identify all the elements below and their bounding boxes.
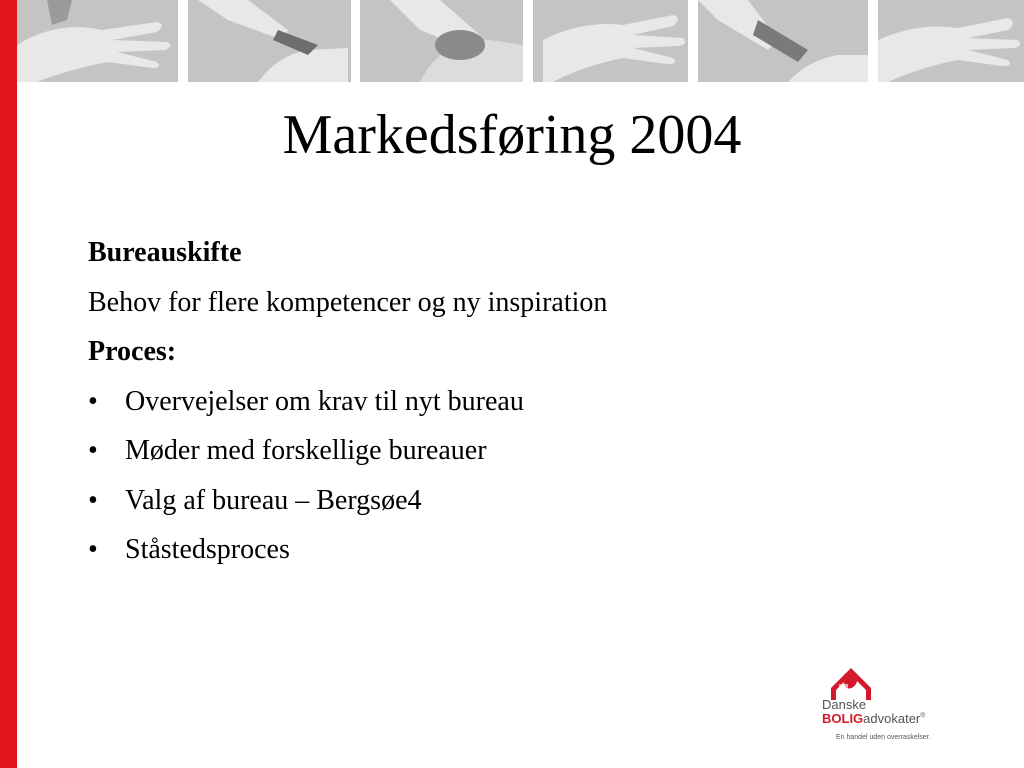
bullet-item xyxy=(88,426,968,476)
body-line xyxy=(88,278,968,328)
bullet-item xyxy=(88,525,968,575)
hands-photo-2 xyxy=(188,0,351,82)
logo-advokater: advokater xyxy=(863,711,921,726)
line-text: Møder med forskellige bureauer xyxy=(125,435,487,466)
bullet-marker: • xyxy=(88,385,98,417)
bullet-marker: • xyxy=(88,435,98,466)
hands-photo-1 xyxy=(17,0,178,82)
hands-photo-4 xyxy=(533,0,688,82)
bullet-item xyxy=(88,476,968,526)
line-text: Ståstedsproces xyxy=(125,534,290,565)
bullet-marker: • xyxy=(88,484,98,516)
logo-registered: ® xyxy=(920,712,926,720)
line-text: Valg af bureau – Bergsøe4 xyxy=(125,484,422,516)
line-text: Overvejelser om krav til nyt bureau xyxy=(125,385,524,417)
line-text: Proces: xyxy=(88,336,177,367)
bullet-marker: • xyxy=(88,534,98,565)
hands-photo-3 xyxy=(360,0,523,82)
danske-boligadvokater-logo xyxy=(816,660,956,750)
logo-tagline: En handel uden overraskelser. xyxy=(836,734,931,741)
body-line xyxy=(88,228,968,278)
slide-title: Markedsføring 2004 xyxy=(282,104,742,166)
line-text: Bureauskifte xyxy=(88,237,242,268)
logo-line-danske: Danske xyxy=(822,697,867,712)
header-photo-strip xyxy=(17,0,1024,82)
bullet-item xyxy=(88,377,968,427)
hands-photo-5 xyxy=(698,0,868,82)
body-line xyxy=(88,327,968,377)
line-text: Behov for flere kompetencer og ny inspiration xyxy=(88,286,608,318)
hands-photo-6 xyxy=(878,0,1024,82)
slide-body xyxy=(88,228,968,575)
logo-line-boligadvokater xyxy=(822,711,925,726)
logo-bolig: BOLIG xyxy=(822,711,864,726)
